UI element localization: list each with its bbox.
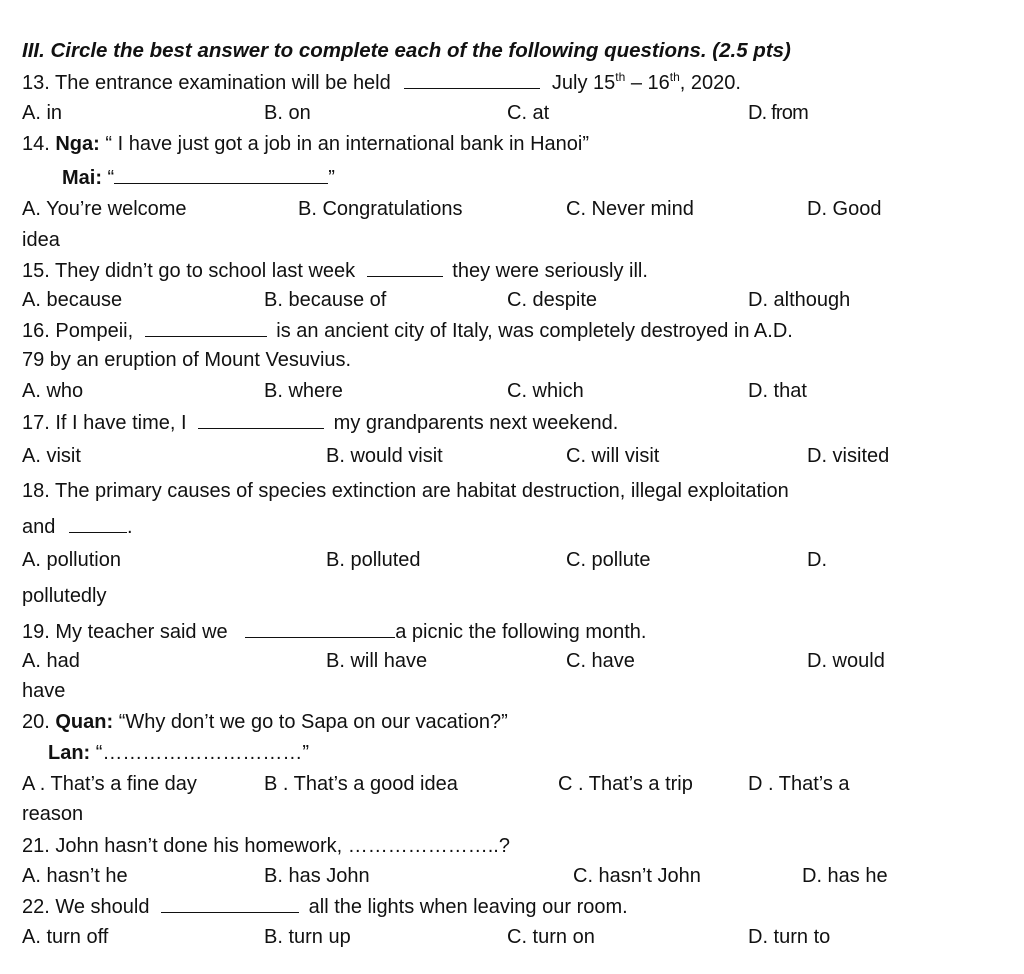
q13-stem-part: July 15: [551, 72, 616, 94]
q15-stem-part: 15. They didn’t go to school last week: [22, 260, 356, 282]
q20-speaker-lan: Lan:: [48, 742, 91, 764]
option-d[interactable]: D. that: [748, 380, 807, 402]
option-d[interactable]: D.: [807, 549, 827, 571]
q18-stem-part: .: [126, 516, 133, 538]
option-c[interactable]: C. pollute: [566, 549, 651, 571]
q18-stem-part: and: [22, 516, 56, 538]
q22-stem-part: all the lights when leaving our room.: [308, 896, 628, 918]
option-c[interactable]: C . That’s a trip: [558, 773, 693, 795]
q14-line: “ I have just got a job in an international bank in Hanoi”: [99, 133, 590, 155]
q20-line: “Why don’t we go to Sapa on our vacation?”: [113, 711, 508, 733]
option-c[interactable]: C. Never mind: [566, 198, 694, 220]
option-b[interactable]: B. where: [264, 380, 343, 402]
answer-blank: [367, 258, 443, 277]
question-18-stem-cont: [22, 514, 133, 539]
option-a[interactable]: A. You’re welcome: [22, 198, 187, 220]
option-b[interactable]: B. has John: [264, 865, 370, 887]
question-14-reply: [62, 165, 335, 190]
option-d-wrap: reason: [22, 803, 84, 825]
q19-stem-part: 19. My teacher said we: [22, 621, 228, 643]
q16-stem-part: is an ancient city of Italy, was completely destroyed in A.D.: [276, 320, 793, 342]
answer-blank: [198, 410, 324, 429]
option-b[interactable]: B . That’s a good idea: [264, 773, 458, 795]
q14-quote: ”: [328, 167, 335, 189]
question-14-stem: [22, 132, 589, 156]
section-title: III. Circle the best answer to complete each of the following questions. (2.5 pts): [22, 39, 791, 62]
answer-blank: [69, 514, 127, 533]
answer-blank: [161, 894, 299, 913]
option-a[interactable]: A. in: [22, 102, 63, 124]
option-c[interactable]: C. hasn’t John: [573, 865, 701, 887]
option-c[interactable]: C. despite: [507, 289, 598, 311]
q13-stem-part: , 2020.: [679, 72, 741, 94]
question-16-stem: [22, 318, 793, 343]
q14-speaker-nga: Nga:: [55, 133, 100, 155]
q17-stem-part: my grandparents next weekend.: [333, 412, 619, 434]
question-20-reply: [48, 741, 309, 765]
q20-line: “…………………………”: [90, 742, 310, 764]
q13-ordinal: th: [615, 70, 626, 84]
question-13-stem: [22, 70, 741, 95]
q20-number: 20.: [22, 711, 56, 733]
question-19-stem: [22, 619, 646, 644]
option-a[interactable]: A. visit: [22, 445, 81, 467]
option-a[interactable]: A. pollution: [22, 549, 121, 571]
option-d[interactable]: D. turn to: [748, 926, 831, 948]
answer-blank: [145, 318, 267, 337]
question-18-stem: 18. The primary causes of species extinction are habitat destruction, illegal exploitation: [22, 480, 789, 502]
answer-blank: [245, 619, 395, 638]
option-b[interactable]: B. turn up: [264, 926, 351, 948]
option-d-wrap: pollutedly: [22, 585, 107, 607]
question-22-stem: [22, 894, 628, 919]
q13-stem-part: – 16: [625, 72, 670, 94]
option-d[interactable]: D. would: [807, 650, 885, 672]
question-20-stem: [22, 710, 508, 734]
q19-stem-part: a picnic the following month.: [395, 621, 647, 643]
option-d[interactable]: D. although: [748, 289, 851, 311]
question-15-stem: [22, 258, 648, 283]
option-a[interactable]: A. because: [22, 289, 123, 311]
q13-ordinal: th: [669, 70, 680, 84]
option-d[interactable]: D . That’s a: [748, 773, 850, 795]
option-b[interactable]: B. would visit: [326, 445, 443, 467]
option-d[interactable]: D. visited: [807, 445, 890, 467]
q15-stem-part: they were seriously ill.: [452, 260, 648, 282]
option-d[interactable]: D. has he: [802, 865, 888, 887]
q14-quote: “: [102, 167, 115, 189]
option-c[interactable]: C. will visit: [566, 445, 660, 467]
option-d-wrap: have: [22, 680, 66, 702]
option-b[interactable]: B. polluted: [326, 549, 421, 571]
option-a[interactable]: A. who: [22, 380, 84, 402]
option-d-wrap: idea: [22, 229, 60, 251]
option-a[interactable]: A . That’s a fine day: [22, 773, 197, 795]
option-c[interactable]: C. at: [507, 102, 550, 124]
q22-stem-part: 22. We should: [22, 896, 150, 918]
q13-stem-part: 13. The entrance examination will be held: [22, 72, 391, 94]
option-b[interactable]: B. on: [264, 102, 311, 124]
option-c[interactable]: C. have: [566, 650, 635, 672]
option-d[interactable]: D. Good: [807, 198, 882, 220]
q14-number: 14.: [22, 133, 56, 155]
q20-speaker-quan: Quan:: [55, 711, 114, 733]
question-17-stem: [22, 410, 618, 435]
q14-speaker-mai: Mai:: [62, 167, 102, 189]
option-a[interactable]: A. hasn’t he: [22, 865, 128, 887]
question-16-stem-cont: 79 by an eruption of Mount Vesuvius.: [22, 349, 352, 371]
answer-blank: [114, 165, 328, 184]
question-21-stem: 21. John hasn’t done his homework, …………………..?: [22, 835, 510, 857]
option-b[interactable]: B. because of: [264, 289, 387, 311]
option-c[interactable]: C. turn on: [507, 926, 595, 948]
option-b[interactable]: B. will have: [326, 650, 428, 672]
option-b[interactable]: B. Congratulations: [298, 198, 463, 220]
option-d[interactable]: D. from: [748, 102, 808, 124]
option-a[interactable]: A. turn off: [22, 926, 109, 948]
answer-blank: [404, 70, 540, 89]
q16-stem-part: 16. Pompeii,: [22, 320, 134, 342]
option-c[interactable]: C. which: [507, 380, 584, 402]
option-a[interactable]: A. had: [22, 650, 80, 672]
q17-stem-part: 17. If I have time, I: [22, 412, 187, 434]
